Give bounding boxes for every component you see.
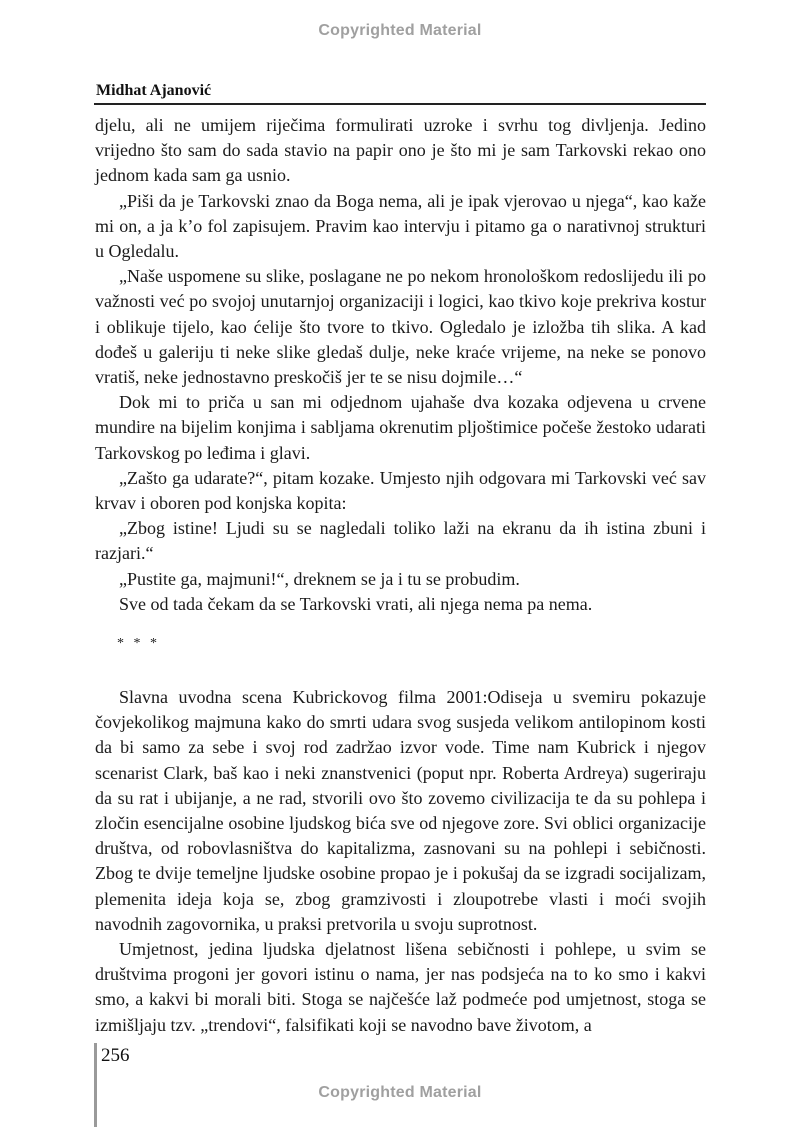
body-text-section-2 bbox=[95, 685, 706, 1038]
running-head-author: Midhat Ajanović bbox=[96, 82, 212, 99]
section-separator: * * * bbox=[117, 636, 160, 651]
paragraph: „Pustite ga, majmuni!“, dreknem se ja i tu se probudim. bbox=[119, 568, 520, 589]
paragraph: Sve od tada čekam da se Tarkovski vrati, ali njega nema pa nema. bbox=[119, 593, 593, 614]
header-rule bbox=[94, 103, 706, 105]
paragraph: Slavna uvodna scena Kubrickovog filma 2001:Odiseja u svemiru pokazuje čovjekolikog majmuna kako do smrti udara svog susjeda velikom antilopinom kosti da bi samo za sebe i svoj rod zadržao izvor vode. Time nam Kubrick i njegov scenarist Clark, baš kao i neki znanstvenici (poput npr. Roberta Ardreya) sugeriraju da su rat i ubijanje, a ne rad, stvorili ovo što zovemo civilizacija te da su pohlepa i zločin esencijalne osobine ljudskog bića sve od njegove zore. Svi oblici organizacije društva, od robovlasništva do kapitalizma, zasnovani su na pohlepi i sebičnosti. Zbog te dvije temeljne ljudske osobine propao je i pokušaj da se izgradi socijalizam, plemenita ideja koja se, zbog gramzivosti i zloupotrebe vlasti i moći svojih navodnih zagovornika, u praksi pretvorila u svoju suprotnost. bbox=[95, 687, 706, 934]
paragraph: „Zbog istine! Ljudi su se nagledali toliko laži na ekranu da ih istina zbuni i razjari.“ bbox=[95, 518, 706, 564]
paragraph: „Naše uspomene su slike, poslagane ne po nekom hronološkom redoslijedu ili po važnosti već po svojoj unutarnjoj organizaciji i logici, kao tkivo koje prekriva kostur i oblikuje tijelo, kao ćelije što tvore to tkivo. Ogledalo je izložba tih slika. A kad dođeš u galeriju ti neke slike gledaš dulje, neke kraće vrijeme, na neke se ponovo vratiš, neke jednostavno preskočiš jer te se nisu dojmile…“ bbox=[95, 266, 706, 388]
watermark-bottom: Copyrighted Material bbox=[318, 1084, 482, 1101]
watermark-top: Copyrighted Material bbox=[318, 22, 482, 39]
paragraph: Umjetnost, jedina ljudska djelatnost lišena sebičnosti i pohlepe, u svim se društvima progoni jer govori istinu o nama, jer nas podsjeća na to ko smo i kakvi smo, a kakvi bi morali biti. Stoga se najčešće laž podmeće pod umjetnost, stoga se izmišljaju tzv. „trendovi“, falsifikati koji se navodno bave životom, a bbox=[95, 939, 706, 1035]
paragraph: „Piši da je Tarkovski znao da Boga nema, ali je ipak vjerovao u njega“, kao kaže mi on, a ja k’o fol zapisujem. Pravim kao intervju i pitamo ga o narativnoj strukturi u Ogledalu. bbox=[95, 190, 706, 262]
paragraph: „Zašto ga udarate?“, pitam kozake. Umjesto njih odgovara mi Tarkovski već sav krvav i oboren pod konjska kopita: bbox=[95, 467, 706, 514]
body-text-section-1 bbox=[95, 113, 706, 617]
paragraph: djelu, ali ne umijem riječima formulirati uzroke i svrhu tog divljenja. Jedino vrijedno što sam do sada stavio na papir ono je što mi je sam Tarkovski rekao ono jednom kada sam ga usnio. bbox=[95, 115, 706, 186]
page-number: 256 bbox=[101, 1045, 130, 1066]
paragraph: Dok mi to priča u san mi odjednom ujahaše dva kozaka odjevena u crvene mundire na bijelim konjima i sabljama okrenutim pljoštimice počeše žestoko udarati Tarkovskog po leđima i glavi. bbox=[95, 392, 706, 463]
